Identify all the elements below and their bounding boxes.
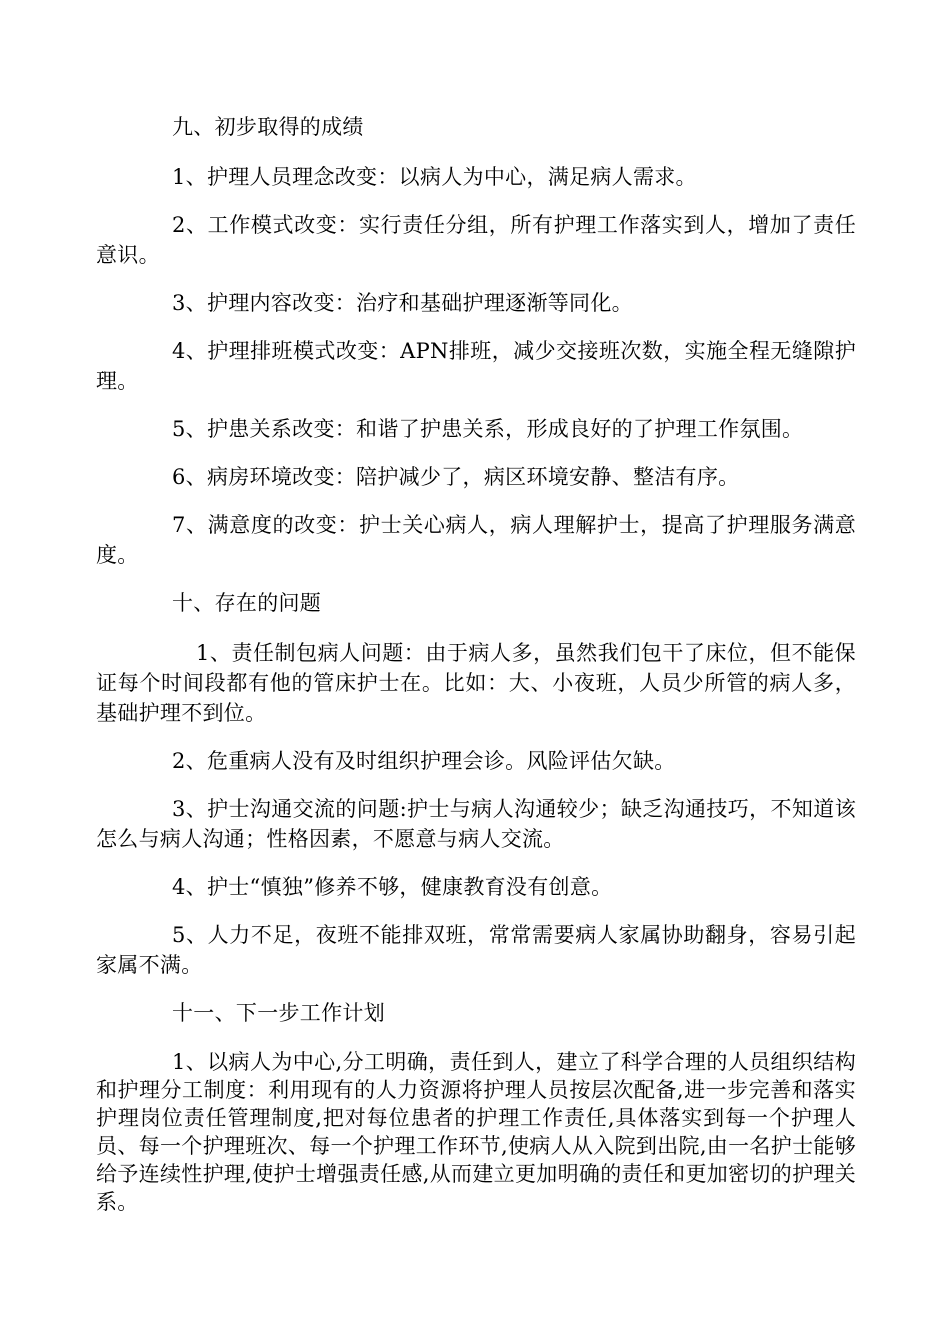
achievement-item-1: 1、护理人员理念改变：以病人为中心，满足病人需求。 [172, 165, 697, 189]
problem-item-4: 4、护士“慎独”修养不够，健康教育没有创意。 [172, 875, 613, 899]
section-heading-achievements: 九、初步取得的成绩 [172, 115, 364, 139]
problem-item-5: 5、人力不足，夜班不能排双班，常常需要病人家属协助翻身，容易引起家属不满。 [96, 923, 856, 977]
achievement-item-6: 6、病房环境改变：陪护减少了，病区环境安静、整洁有序。 [172, 465, 740, 489]
achievement-item-7: 7、满意度的改变：护士关心病人，病人理解护士，提高了护理服务满意度。 [96, 513, 856, 567]
problem-item-1: 1、责任制包病人问题：由于病人多，虽然我们包干了床位，但不能保证每个时间段都有他的管床护士在。比如：大、小夜班，人员少所管的病人多，基础护理不到位。 [96, 641, 856, 725]
achievement-item-2: 2、工作模式改变：实行责任分组，所有护理工作落实到人，增加了责任意识。 [96, 213, 856, 267]
achievement-item-4: 4、护理排班模式改变：APN排班，减少交接班次数，实施全程无缝隙护理。 [96, 339, 856, 393]
problem-item-2: 2、危重病人没有及时组织护理会诊。风险评估欠缺。 [172, 749, 676, 773]
section-heading-next-plan: 十一、下一步工作计划 [172, 1001, 385, 1025]
problem-item-3: 3、护士沟通交流的问题:护士与病人沟通较少；缺乏沟通技巧，不知道该怎么与病人沟通；性格因素，不愿意与病人交流。 [96, 797, 856, 851]
plan-item-1: 1、以病人为中心,分工明确，责任到人，建立了科学合理的人员组织结构和护理分工制度：利用现有的人力资源将护理人员按层次配备,进一步完善和落实护理岗位责任管理制度,把对每位患者的护理工作责任,具体落实到每一个护理人员、每一个护理班次、每一个护理工作环节,使病人从入院到出院,由一名护士能够给予连续性护理,使护士增强责任感,从而建立更加明确的责任和更加密切的护理关系。 [96, 1050, 856, 1214]
document-body [96, 112, 856, 1234]
achievement-item-3: 3、护理内容改变：治疗和基础护理逐渐等同化。 [172, 291, 633, 315]
achievement-item-5: 5、护患关系改变：和谐了护患关系，形成良好的了护理工作氛围。 [172, 417, 804, 441]
section-heading-problems: 十、存在的问题 [172, 591, 322, 615]
